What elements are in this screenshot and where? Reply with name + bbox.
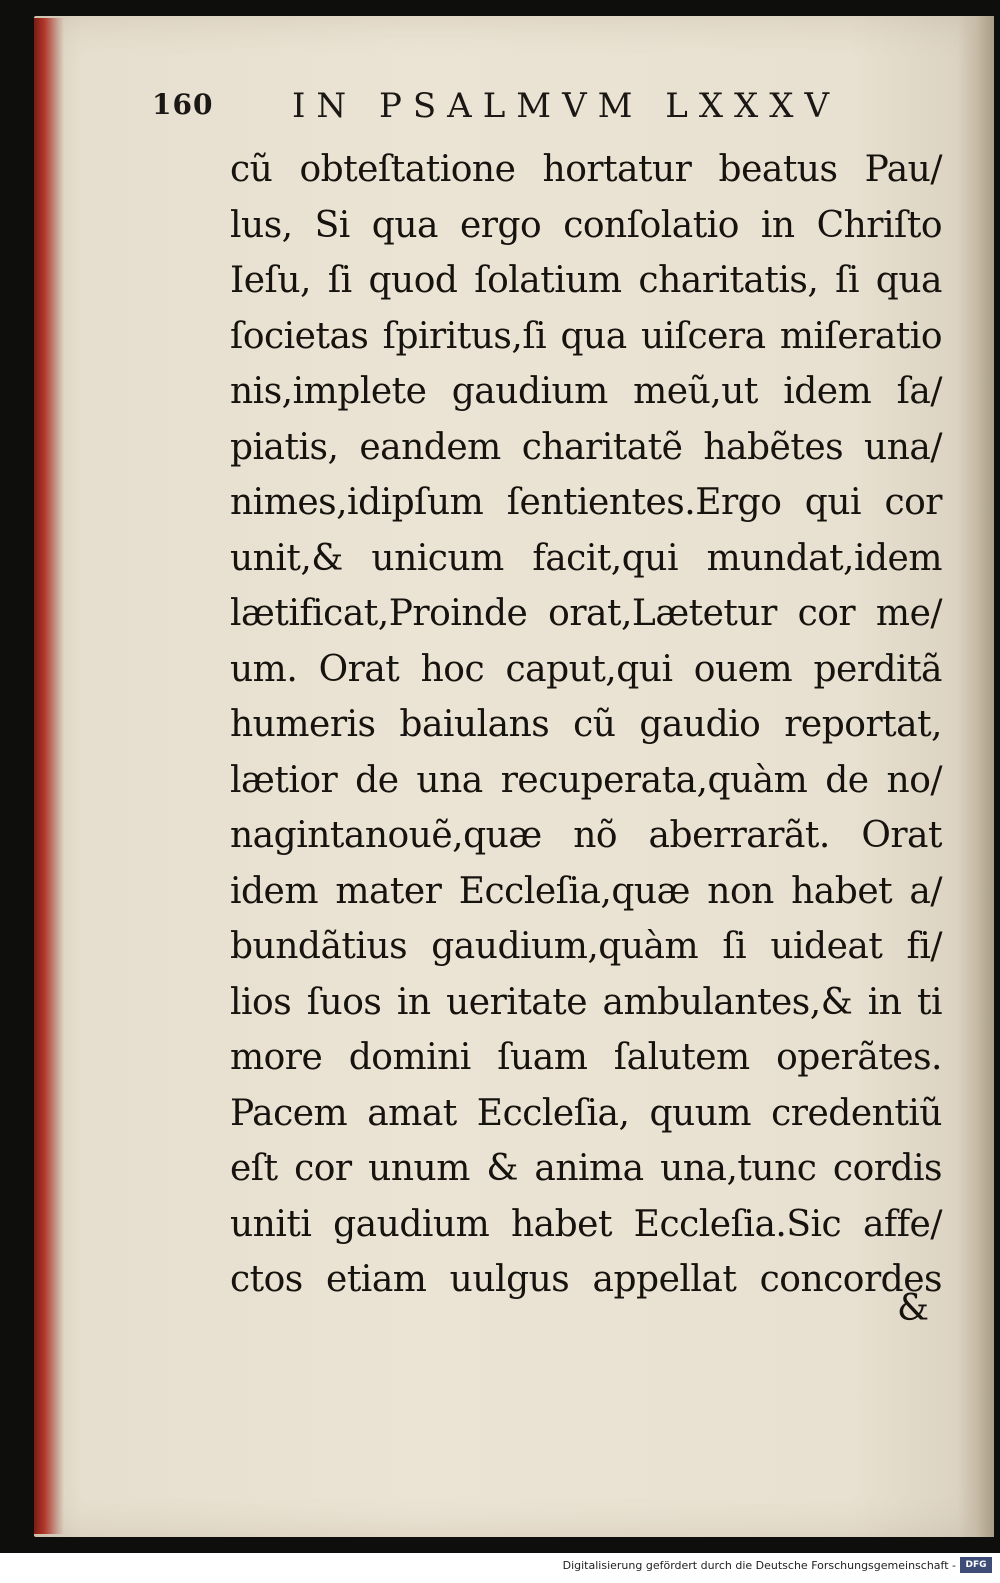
red-page-edge xyxy=(34,18,64,1534)
text-line: idem mater Eccleſia,quæ non habet a/ xyxy=(230,870,942,912)
text-line: unit,& unicum facit,qui mundat,idem xyxy=(230,537,942,579)
footer-bar xyxy=(0,1553,1000,1583)
running-title: IN PSALMVM LXXXV xyxy=(292,86,841,126)
text-line: nimes,idipſum ſentientes.Ergo qui cor xyxy=(230,482,942,523)
text-line: uniti gaudium habet Eccleſia.Sic affe/ xyxy=(230,1203,942,1245)
text-line: nagintanouẽ,quæ nõ aberrarãt. Orat xyxy=(230,815,942,856)
dfg-logo: DFG xyxy=(960,1557,992,1573)
text-line: eſt cor unum & anima una,tunc cordis xyxy=(230,1148,942,1189)
page-number: 160 xyxy=(152,88,214,121)
text-line: nis,implete gaudium meũ,ut idem ſa/ xyxy=(230,371,942,412)
text-line: lus, Si qua ergo conſolatio in Chriſto xyxy=(230,204,942,246)
catchword: & xyxy=(897,1288,930,1329)
digitization-credit: Digitalisierung gefördert durch die Deutsche Forschungsgemeinschaft - xyxy=(562,1559,956,1572)
text-line: lios ſuos in ueritate ambulantes,& in ti xyxy=(230,981,942,1023)
text-line: um. Orat hoc caput,qui ouem perditã xyxy=(230,648,942,690)
text-line: lætior de una recuperata,quàm de no/ xyxy=(230,759,942,801)
text-line: bundãtius gaudium,quàm ſi uideat fi/ xyxy=(230,926,942,967)
text-line: humeris baiulans cũ gaudio reportat, xyxy=(230,704,942,745)
text-line: ctos etiam uulgus appellat concordes xyxy=(230,1259,942,1300)
text-line: lætificat,Proinde orat,Lætetur cor me/ xyxy=(230,593,942,634)
text-line: more domini ſuam ſalutem operãtes. xyxy=(230,1037,942,1078)
page-gutter-shadow xyxy=(958,16,994,1537)
text-line: cũ obteſtatione hortatur beatus Pau/ xyxy=(230,149,942,190)
page-header xyxy=(152,82,892,132)
text-line: Pacem amat Eccleſia, quum credentiũ xyxy=(230,1092,942,1134)
text-line: Ieſu, ſi quod ſolatium charitatis, ſi qua xyxy=(230,260,942,301)
body-text xyxy=(230,142,942,1308)
text-line: piatis, eandem charitatẽ habẽtes una/ xyxy=(230,426,942,468)
text-line: ſocietas ſpiritus,ſi qua uiſcera miſeratio xyxy=(230,315,942,357)
